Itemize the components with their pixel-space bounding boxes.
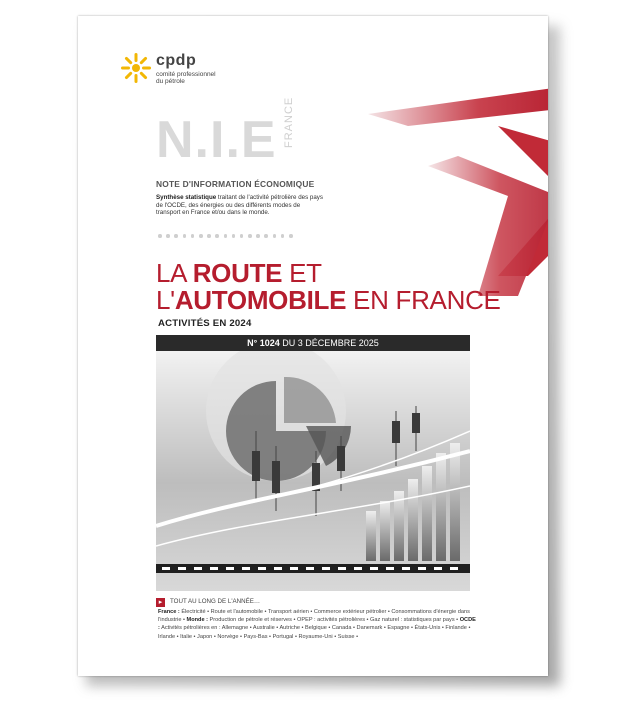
footer-france-text: Électricité • Route et l'automobile • Transport aérien • Commerce extérieur pétrolier • Consommations d'énergie dans l'industrie • [158,609,470,624]
document-cover [78,16,548,676]
title-part: ET [282,258,322,288]
synthesis-body: traitant de l'activité pétrolière des pays de l'OCDE, des énergies ou des différents modes de transport en France et/ou dans le monde. [156,194,323,217]
dots-divider [158,225,297,243]
title-part: AUTOMOBILE [174,285,347,315]
title-part: EN FRANCE [346,285,501,315]
subtitle: ACTIVITÉS EN 2024 [158,318,252,329]
footer-monde-label: Monde : [186,617,208,624]
issue-date: DU 3 DÉCEMBRE 2025 [279,338,379,348]
nie-mark: N.I.E [156,111,277,169]
footer-france-label: France : [158,609,180,615]
issue-bar [156,335,470,351]
issue-number: N° 1024 [247,338,280,348]
main-title [156,260,501,314]
title-part: L' [156,285,175,315]
synthesis-lead: Synthèse statistique [156,194,217,201]
nie-country: FRANCE [283,96,295,148]
nie-title: NOTE D'INFORMATION ÉCONOMIQUE [156,179,315,189]
sun-star-logo-icon [119,51,153,85]
footer-intro: TOUT AU LONG DE L'ANNÉE… [170,598,261,605]
footer-ocde-label: OCDE : [158,617,476,632]
title-part: ROUTE [192,258,283,288]
footer-ocde-text: Activités pétrolières en : Allemagne • Australie • Autriche • Belgique • Canada • Danemark • Espagne • États-Unis • Finlande • Irlande • Italie • Japon • Norvège • Pays-Bas • Portugal • Royaume-Uni • Suisse • [158,625,471,640]
logo-subtitle: comité professionnel du pétrole [156,71,216,85]
title-part: LA [156,258,193,288]
footer-monde-text: Production de pétrole et réserves • OPEP : activités pétrolières • Gaz naturel : statistiques par pays • [207,617,460,624]
logo-name: cpdp [156,52,197,69]
footer-list [158,608,478,641]
arrow-right-icon: ▸ [156,598,165,607]
synthesis-text [156,194,326,217]
cover-illustration [156,351,470,591]
